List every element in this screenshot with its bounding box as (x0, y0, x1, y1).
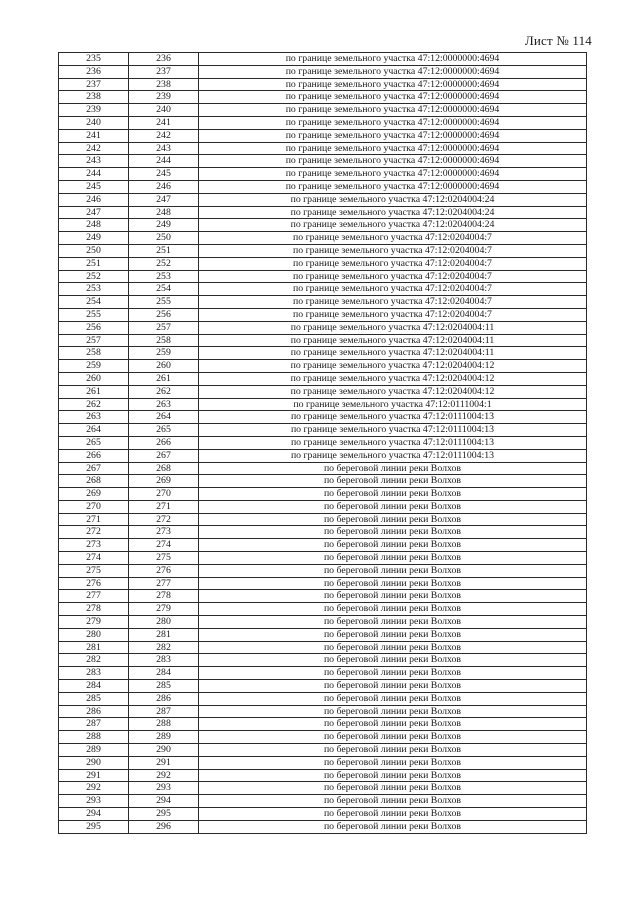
table-row (59, 180, 587, 193)
cell-point-to: 291 (129, 756, 199, 769)
table-row (59, 360, 587, 373)
cell-description: по границе земельного участка 47:12:0204004:7 (199, 308, 587, 321)
cell-point-from: 292 (59, 782, 129, 795)
cell-description: по береговой линии реки Волхов (199, 564, 587, 577)
cell-point-to: 287 (129, 705, 199, 718)
cell-point-from: 261 (59, 385, 129, 398)
cell-point-to: 282 (129, 641, 199, 654)
table-row (59, 680, 587, 693)
cell-point-from: 257 (59, 334, 129, 347)
cell-description: по береговой линии реки Волхов (199, 680, 587, 693)
cell-point-to: 264 (129, 411, 199, 424)
table-row (59, 283, 587, 296)
table-row (59, 705, 587, 718)
cell-description: по границе земельного участка 47:12:0204004:7 (199, 232, 587, 245)
cell-point-to: 283 (129, 654, 199, 667)
table-row (59, 500, 587, 513)
table-row (59, 232, 587, 245)
cell-description: по береговой линии реки Волхов (199, 654, 587, 667)
cell-description: по границе земельного участка 47:12:0204004:24 (199, 219, 587, 232)
cell-point-to: 237 (129, 65, 199, 78)
cell-description: по береговой линии реки Волхов (199, 526, 587, 539)
cell-description: по границе земельного участка 47:12:0000000:4694 (199, 65, 587, 78)
cell-description: по границе земельного участка 47:12:0204004:12 (199, 372, 587, 385)
cell-point-from: 282 (59, 654, 129, 667)
cell-point-from: 271 (59, 513, 129, 526)
table-row (59, 667, 587, 680)
cell-point-to: 286 (129, 692, 199, 705)
cell-description: по границе земельного участка 47:12:0000000:4694 (199, 53, 587, 66)
cell-description: по границе земельного участка 47:12:0000000:4694 (199, 180, 587, 193)
cell-point-to: 260 (129, 360, 199, 373)
cell-description: по границе земельного участка 47:12:0204004:12 (199, 360, 587, 373)
table-row (59, 296, 587, 309)
cell-point-from: 260 (59, 372, 129, 385)
cell-description: по границе земельного участка 47:12:0204004:7 (199, 257, 587, 270)
cell-point-from: 235 (59, 53, 129, 66)
cell-point-to: 241 (129, 116, 199, 129)
cell-point-to: 256 (129, 308, 199, 321)
cell-description: по границе земельного участка 47:12:0000000:4694 (199, 142, 587, 155)
cell-point-to: 296 (129, 820, 199, 833)
cell-point-from: 256 (59, 321, 129, 334)
cell-point-from: 246 (59, 193, 129, 206)
cell-point-to: 265 (129, 424, 199, 437)
table-row (59, 603, 587, 616)
cell-description: по береговой линии реки Волхов (199, 628, 587, 641)
cell-description: по границе земельного участка 47:12:0204004:7 (199, 244, 587, 257)
cell-point-from: 290 (59, 756, 129, 769)
cell-description: по границе земельного участка 47:12:0111004:13 (199, 449, 587, 462)
cell-point-from: 275 (59, 564, 129, 577)
cell-point-from: 283 (59, 667, 129, 680)
table-row (59, 590, 587, 603)
sheet-number: Лист № 114 (524, 33, 592, 48)
cell-point-from: 284 (59, 680, 129, 693)
table-row (59, 641, 587, 654)
table-row (59, 795, 587, 808)
cell-point-to: 277 (129, 577, 199, 590)
table-row (59, 692, 587, 705)
cell-point-from: 253 (59, 283, 129, 296)
table-row (59, 65, 587, 78)
cell-point-to: 273 (129, 526, 199, 539)
cell-point-to: 266 (129, 436, 199, 449)
cell-point-from: 288 (59, 731, 129, 744)
table-row (59, 488, 587, 501)
cell-description: по береговой линии реки Волхов (199, 539, 587, 552)
cell-description: по береговой линии реки Волхов (199, 692, 587, 705)
table-row (59, 155, 587, 168)
cell-point-from: 258 (59, 347, 129, 360)
cell-description: по береговой линии реки Волхов (199, 718, 587, 731)
cell-point-from: 276 (59, 577, 129, 590)
table-row (59, 526, 587, 539)
cell-point-from: 241 (59, 129, 129, 142)
cell-point-from: 269 (59, 488, 129, 501)
cell-point-from: 245 (59, 180, 129, 193)
table-row (59, 142, 587, 155)
table-row (59, 168, 587, 181)
cell-point-from: 268 (59, 475, 129, 488)
cell-point-from: 280 (59, 628, 129, 641)
cell-point-to: 262 (129, 385, 199, 398)
table-row (59, 334, 587, 347)
cell-point-from: 252 (59, 270, 129, 283)
cell-description: по границе земельного участка 47:12:0111004:1 (199, 398, 587, 411)
cell-description: по границе земельного участка 47:12:0204004:24 (199, 206, 587, 219)
table-row (59, 731, 587, 744)
cell-description: по границе земельного участка 47:12:0204004:24 (199, 193, 587, 206)
table-row (59, 808, 587, 821)
table-row (59, 462, 587, 475)
table-row (59, 449, 587, 462)
cell-point-to: 242 (129, 129, 199, 142)
cell-point-from: 285 (59, 692, 129, 705)
table-row (59, 424, 587, 437)
cell-description: по береговой линии реки Волхов (199, 462, 587, 475)
cell-description: по береговой линии реки Волхов (199, 782, 587, 795)
cell-point-from: 259 (59, 360, 129, 373)
cell-point-to: 294 (129, 795, 199, 808)
cell-point-to: 249 (129, 219, 199, 232)
cell-point-to: 284 (129, 667, 199, 680)
table-row (59, 539, 587, 552)
cell-description: по береговой линии реки Волхов (199, 744, 587, 757)
table-row (59, 436, 587, 449)
table-row (59, 654, 587, 667)
cell-description: по береговой линии реки Волхов (199, 769, 587, 782)
table-row (59, 53, 587, 66)
cell-point-from: 272 (59, 526, 129, 539)
boundary-table (58, 52, 587, 834)
cell-point-to: 253 (129, 270, 199, 283)
cell-point-from: 236 (59, 65, 129, 78)
cell-description: по береговой линии реки Волхов (199, 820, 587, 833)
table-row (59, 193, 587, 206)
cell-point-to: 292 (129, 769, 199, 782)
cell-point-to: 252 (129, 257, 199, 270)
table-row (59, 321, 587, 334)
cell-point-from: 287 (59, 718, 129, 731)
cell-point-from: 266 (59, 449, 129, 462)
cell-description: по береговой линии реки Волхов (199, 795, 587, 808)
cell-point-to: 289 (129, 731, 199, 744)
table-row (59, 385, 587, 398)
table-row (59, 744, 587, 757)
cell-point-from: 237 (59, 78, 129, 91)
cell-point-to: 278 (129, 590, 199, 603)
table-row (59, 308, 587, 321)
table-row (59, 411, 587, 424)
cell-description: по границе земельного участка 47:12:0204004:11 (199, 321, 587, 334)
cell-point-to: 257 (129, 321, 199, 334)
cell-point-to: 247 (129, 193, 199, 206)
cell-point-to: 290 (129, 744, 199, 757)
cell-point-to: 276 (129, 564, 199, 577)
cell-point-from: 250 (59, 244, 129, 257)
cell-description: по границе земельного участка 47:12:0204004:11 (199, 347, 587, 360)
cell-description: по границе земельного участка 47:12:0000000:4694 (199, 168, 587, 181)
table-row (59, 564, 587, 577)
cell-description: по береговой линии реки Волхов (199, 513, 587, 526)
cell-description: по границе земельного участка 47:12:0111004:13 (199, 436, 587, 449)
table-row (59, 91, 587, 104)
cell-point-from: 244 (59, 168, 129, 181)
cell-description: по береговой линии реки Волхов (199, 756, 587, 769)
cell-point-to: 245 (129, 168, 199, 181)
cell-point-from: 273 (59, 539, 129, 552)
cell-point-from: 295 (59, 820, 129, 833)
table-row (59, 116, 587, 129)
table-row (59, 769, 587, 782)
table-row (59, 104, 587, 117)
cell-point-to: 261 (129, 372, 199, 385)
cell-point-to: 236 (129, 53, 199, 66)
cell-point-from: 265 (59, 436, 129, 449)
cell-point-from: 239 (59, 104, 129, 117)
cell-description: по береговой линии реки Волхов (199, 552, 587, 565)
cell-point-from: 262 (59, 398, 129, 411)
cell-point-to: 281 (129, 628, 199, 641)
cell-point-from: 267 (59, 462, 129, 475)
cell-point-to: 238 (129, 78, 199, 91)
cell-description: по границе земельного участка 47:12:0204004:11 (199, 334, 587, 347)
cell-point-to: 258 (129, 334, 199, 347)
cell-description: по береговой линии реки Волхов (199, 731, 587, 744)
table-row (59, 347, 587, 360)
cell-description: по границе земельного участка 47:12:0000000:4694 (199, 155, 587, 168)
cell-description: по береговой линии реки Волхов (199, 500, 587, 513)
cell-point-to: 240 (129, 104, 199, 117)
cell-description: по границе земельного участка 47:12:0000000:4694 (199, 91, 587, 104)
cell-point-from: 247 (59, 206, 129, 219)
cell-point-from: 274 (59, 552, 129, 565)
cell-point-to: 279 (129, 603, 199, 616)
cell-point-to: 275 (129, 552, 199, 565)
table-row (59, 718, 587, 731)
cell-point-from: 249 (59, 232, 129, 245)
cell-point-to: 259 (129, 347, 199, 360)
cell-point-to: 243 (129, 142, 199, 155)
cell-point-from: 240 (59, 116, 129, 129)
cell-point-to: 272 (129, 513, 199, 526)
cell-point-from: 294 (59, 808, 129, 821)
cell-description: по границе земельного участка 47:12:0111004:13 (199, 411, 587, 424)
cell-description: по границе земельного участка 47:12:0204004:7 (199, 283, 587, 296)
cell-point-from: 242 (59, 142, 129, 155)
cell-description: по береговой линии реки Волхов (199, 488, 587, 501)
cell-point-to: 255 (129, 296, 199, 309)
cell-description: по береговой линии реки Волхов (199, 603, 587, 616)
table-row (59, 628, 587, 641)
cell-description: по береговой линии реки Волхов (199, 475, 587, 488)
cell-description: по границе земельного участка 47:12:0000000:4694 (199, 104, 587, 117)
table-row (59, 270, 587, 283)
cell-description: по береговой линии реки Волхов (199, 808, 587, 821)
cell-point-from: 277 (59, 590, 129, 603)
table-row (59, 206, 587, 219)
cell-description: по границе земельного участка 47:12:0204004:7 (199, 296, 587, 309)
cell-point-from: 286 (59, 705, 129, 718)
cell-description: по границе земельного участка 47:12:0111004:13 (199, 424, 587, 437)
table-row (59, 398, 587, 411)
cell-point-to: 270 (129, 488, 199, 501)
cell-description: по береговой линии реки Волхов (199, 577, 587, 590)
table-row (59, 782, 587, 795)
cell-point-from: 279 (59, 616, 129, 629)
cell-point-to: 269 (129, 475, 199, 488)
cell-point-from: 255 (59, 308, 129, 321)
table-row (59, 552, 587, 565)
cell-point-from: 254 (59, 296, 129, 309)
cell-point-from: 291 (59, 769, 129, 782)
cell-description: по границе земельного участка 47:12:0000000:4694 (199, 78, 587, 91)
cell-point-to: 274 (129, 539, 199, 552)
cell-point-to: 251 (129, 244, 199, 257)
table-row (59, 475, 587, 488)
cell-point-to: 293 (129, 782, 199, 795)
table-body (59, 53, 587, 834)
cell-point-from: 278 (59, 603, 129, 616)
table-row (59, 257, 587, 270)
table-row (59, 616, 587, 629)
cell-point-to: 248 (129, 206, 199, 219)
table-row (59, 577, 587, 590)
cell-description: по береговой линии реки Волхов (199, 667, 587, 680)
cell-description: по береговой линии реки Волхов (199, 616, 587, 629)
table-row (59, 820, 587, 833)
cell-point-from: 263 (59, 411, 129, 424)
cell-description: по границе земельного участка 47:12:0204004:12 (199, 385, 587, 398)
cell-point-from: 248 (59, 219, 129, 232)
table-row (59, 513, 587, 526)
cell-point-from: 270 (59, 500, 129, 513)
cell-point-from: 251 (59, 257, 129, 270)
cell-point-to: 239 (129, 91, 199, 104)
cell-description: по границе земельного участка 47:12:0204004:7 (199, 270, 587, 283)
cell-point-to: 254 (129, 283, 199, 296)
table-row (59, 756, 587, 769)
cell-point-to: 285 (129, 680, 199, 693)
table-row (59, 219, 587, 232)
cell-point-to: 271 (129, 500, 199, 513)
cell-point-from: 238 (59, 91, 129, 104)
cell-point-to: 263 (129, 398, 199, 411)
cell-description: по границе земельного участка 47:12:0000000:4694 (199, 129, 587, 142)
cell-point-to: 268 (129, 462, 199, 475)
cell-description: по границе земельного участка 47:12:0000000:4694 (199, 116, 587, 129)
cell-point-from: 293 (59, 795, 129, 808)
table-row (59, 129, 587, 142)
table-row (59, 244, 587, 257)
cell-point-from: 243 (59, 155, 129, 168)
cell-point-from: 264 (59, 424, 129, 437)
table-row (59, 372, 587, 385)
cell-description: по береговой линии реки Волхов (199, 705, 587, 718)
cell-description: по береговой линии реки Волхов (199, 590, 587, 603)
table-row (59, 78, 587, 91)
cell-point-to: 244 (129, 155, 199, 168)
cell-point-from: 289 (59, 744, 129, 757)
cell-description: по береговой линии реки Волхов (199, 641, 587, 654)
cell-point-to: 267 (129, 449, 199, 462)
cell-point-to: 295 (129, 808, 199, 821)
cell-point-to: 288 (129, 718, 199, 731)
cell-point-from: 281 (59, 641, 129, 654)
cell-point-to: 280 (129, 616, 199, 629)
cell-point-to: 246 (129, 180, 199, 193)
cell-point-to: 250 (129, 232, 199, 245)
